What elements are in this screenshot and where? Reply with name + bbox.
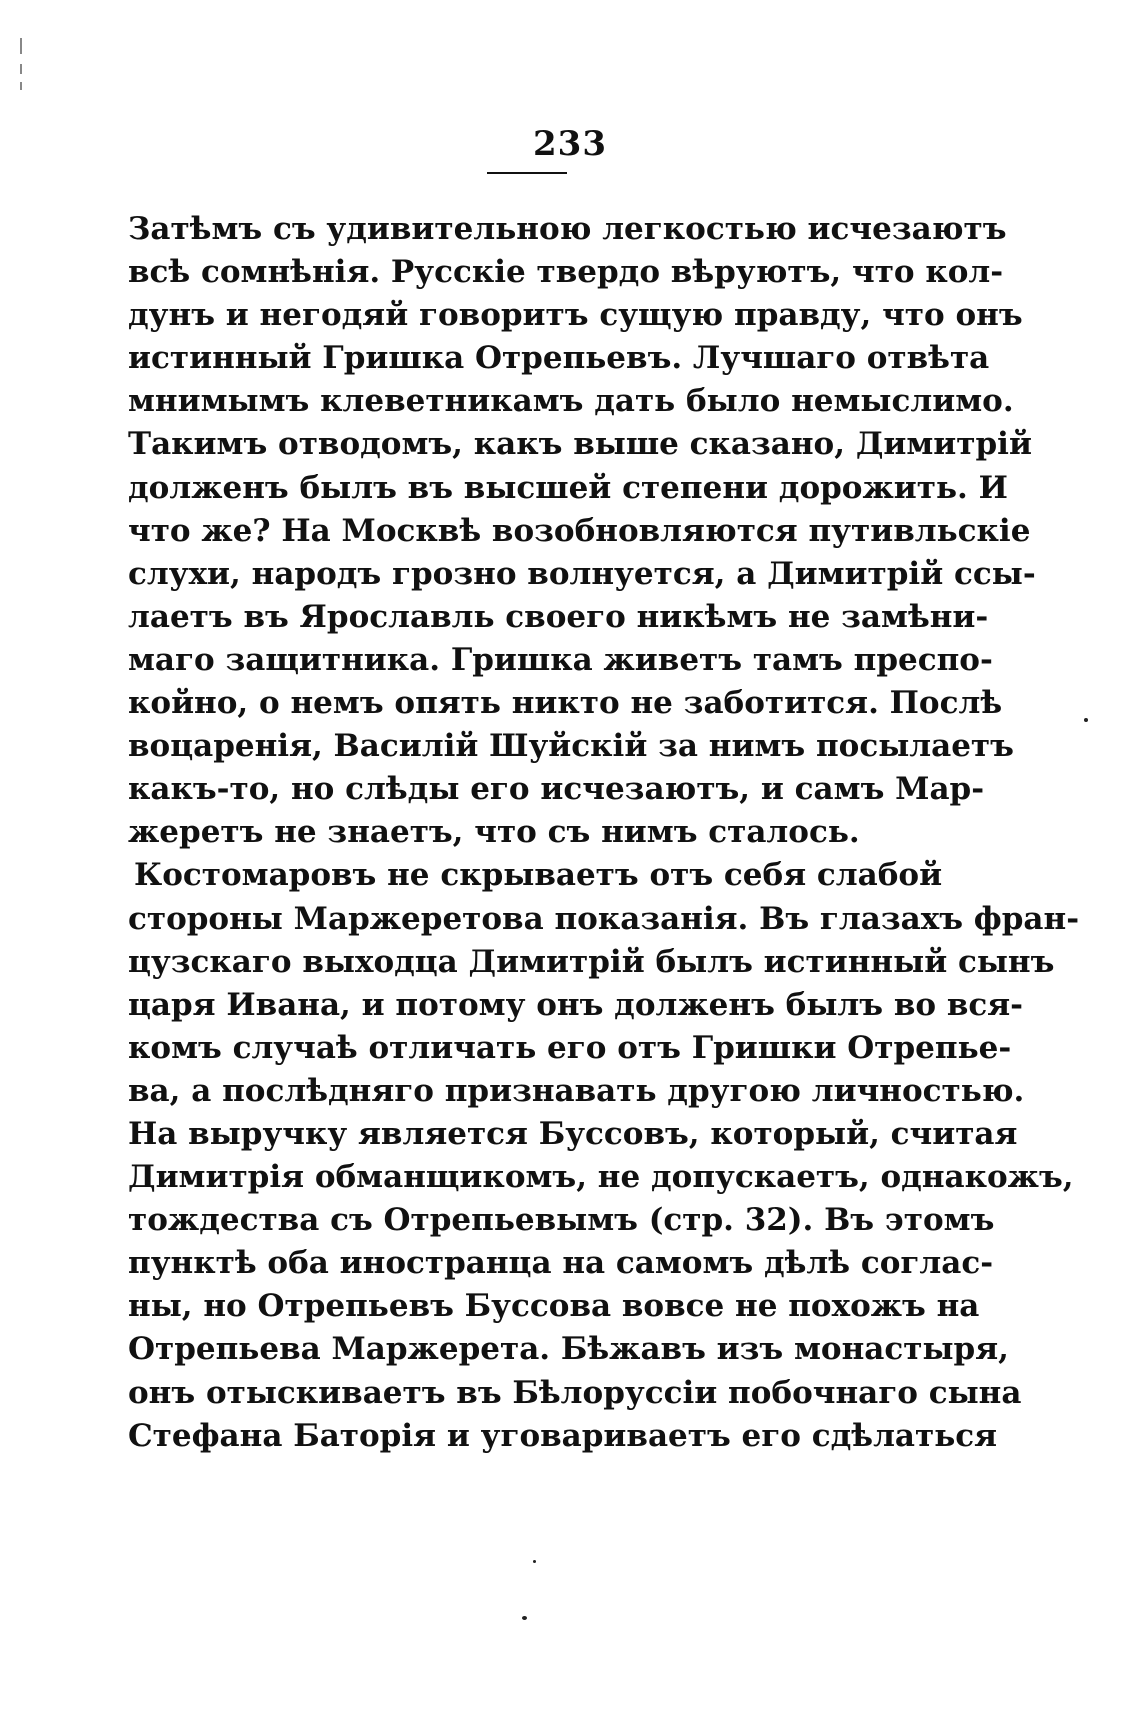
text-line: койно, о немъ опять никто не заботится. Послѣ <box>128 685 1003 722</box>
text-line: комъ случаѣ отличать его отъ Гришки Отрепье- <box>128 1029 1012 1066</box>
text-line: какъ-то, но слѣды его исчезаютъ, и самъ Мар- <box>128 771 985 808</box>
scan-margin-mark-middle <box>20 64 22 74</box>
scan-speck <box>522 1616 527 1620</box>
text-line: ны, но Отрепьевъ Буссова вовсе не похожъ на <box>128 1288 980 1325</box>
body-text <box>128 208 1080 1458</box>
text-line: истинный Гришка Отрепьевъ. Лучшаго отвѣта <box>128 340 990 377</box>
text-line: слухи, народъ грозно волнуется, а Димитрій ссы- <box>128 555 1036 592</box>
text-line: царя Ивана, и потому онъ долженъ былъ во вся- <box>128 986 1024 1023</box>
scan-margin-mark-top <box>20 38 22 54</box>
page-number: 233 <box>533 124 607 164</box>
text-line: Стефана Баторія и уговариваетъ его сдѣлаться <box>128 1417 998 1454</box>
text-line: ва, а послѣдняго признавать другою личностью. <box>128 1072 1025 1109</box>
text-line: тождества съ Отрепьевымъ (стр. 32). Въ этомъ <box>128 1202 995 1239</box>
text-line: жеретъ не знаетъ, что съ нимъ сталось. <box>128 814 860 851</box>
text-line: цузскаго выходца Димитрій былъ истинный сынъ <box>128 943 1055 980</box>
text-line: Отрепьева Маржерета. Бѣжавъ изъ монастыря, <box>128 1331 1009 1368</box>
text-line: На выручку является Буссовъ, который, считая <box>128 1115 1018 1152</box>
paragraph-1 <box>128 208 1036 854</box>
text-line: мнимымъ клеветникамъ дать было немыслимо. <box>128 383 1014 420</box>
text-line: воцаренія, Василій Шуйскій за нимъ посылаетъ <box>128 728 1014 765</box>
text-line: Димитрія обманщикомъ, не допускаетъ, однакожъ, <box>128 1159 1074 1196</box>
text-line: маго защитника. Гришка живетъ тамъ преспо- <box>128 641 993 678</box>
text-line: лаетъ въ Ярославль своего никѣмъ не замѣни- <box>128 598 989 635</box>
scan-speck <box>1084 718 1088 722</box>
paragraph-2 <box>128 854 1080 1457</box>
page-number-rule <box>487 172 567 174</box>
text-line: что же? На Москвѣ возобновляются путивльскіе <box>128 512 1031 549</box>
text-line: Затѣмъ съ удивительною легкостью исчезаютъ <box>128 211 1007 247</box>
text-line: пунктѣ оба иностранца на самомъ дѣлѣ соглас- <box>128 1245 994 1282</box>
text-line: всѣ сомнѣнія. Русскіе твердо вѣруютъ, что кол- <box>128 254 1004 291</box>
scan-speck <box>533 1560 536 1563</box>
scan-margin-mark-bottom <box>20 82 22 90</box>
text-line: стороны Маржеретова показанія. Въ глазахъ фран- <box>128 900 1080 937</box>
text-line: Костомаровъ не скрываетъ отъ себя слабой <box>134 857 943 894</box>
text-line: онъ отыскиваетъ въ Бѣлоруссіи побочнаго сына <box>128 1374 1022 1411</box>
text-line: Такимъ отводомъ, какъ выше сказано, Димитрій <box>128 426 1032 463</box>
text-line: долженъ былъ въ высшей степени дорожить. И <box>128 469 1008 506</box>
text-line: дунъ и негодяй говоритъ сущую правду, что онъ <box>128 297 1023 334</box>
